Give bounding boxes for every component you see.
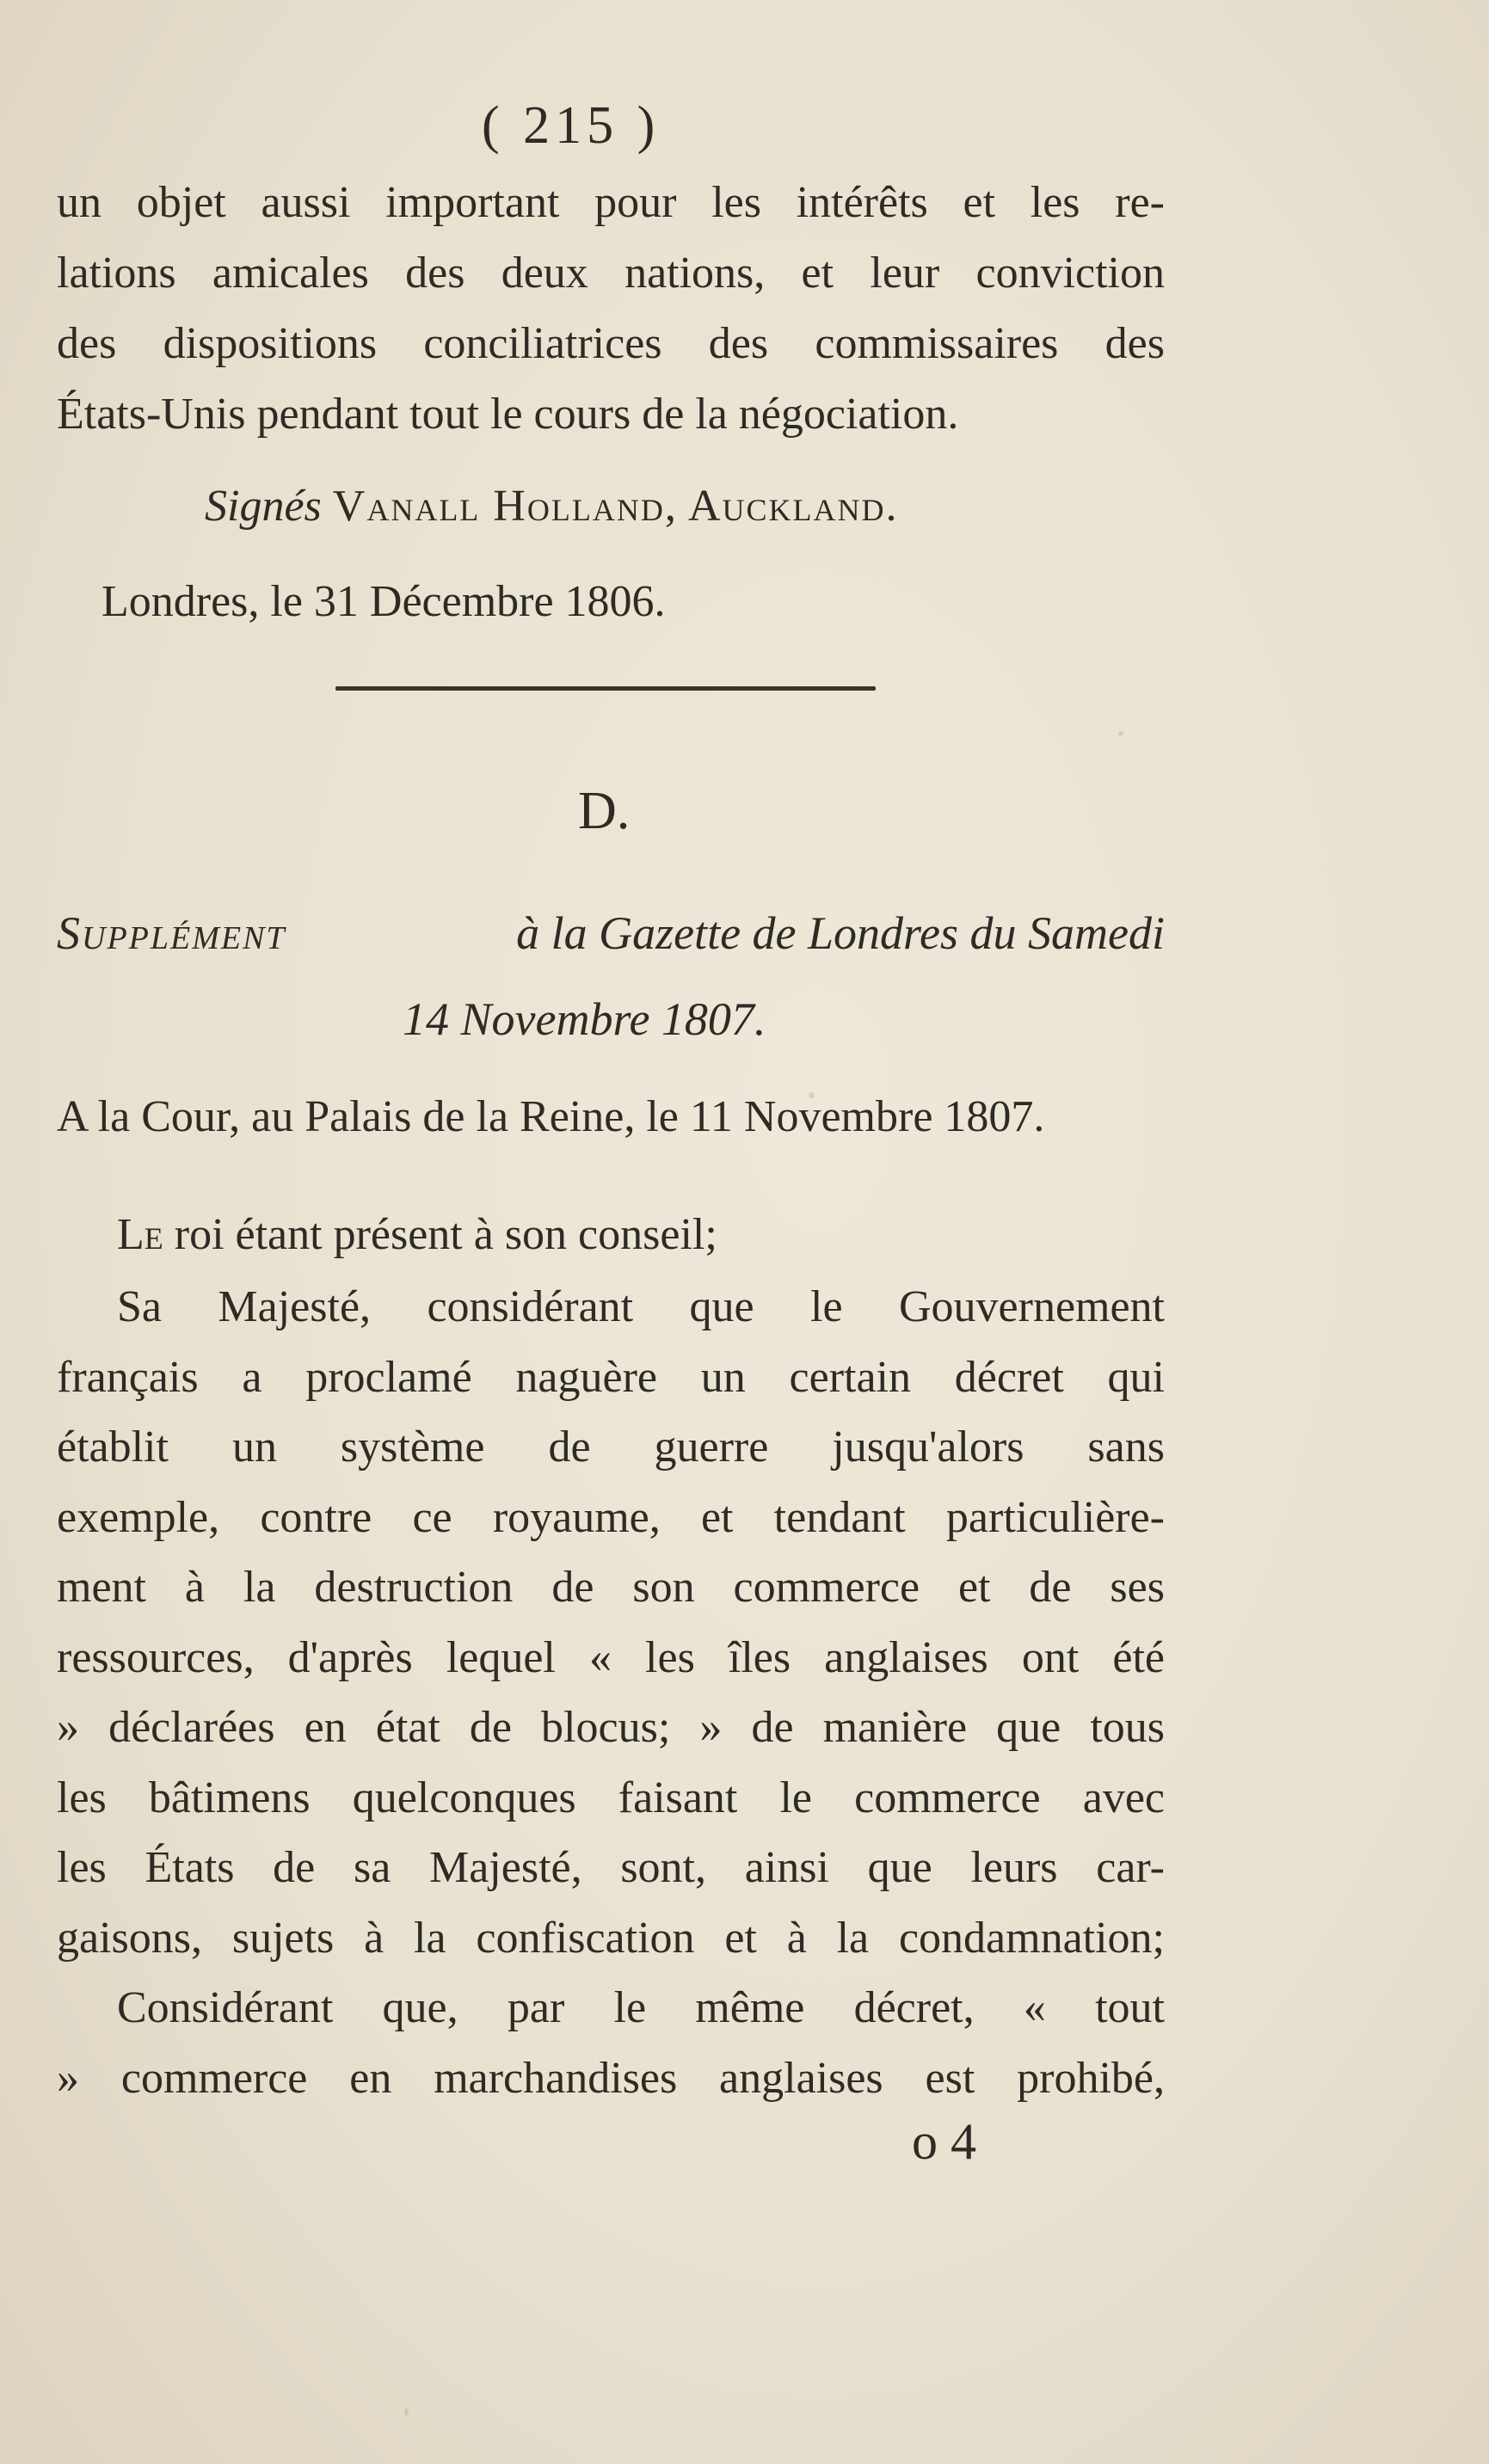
- supplement-date: 14 Novembre 1807.: [403, 993, 766, 1045]
- section-letter: D.: [578, 782, 631, 840]
- page-number: ( 215 ): [482, 96, 661, 155]
- catchword: o 4: [912, 2113, 976, 2170]
- foxing-spot: [404, 2408, 409, 2416]
- supplement-heading: [57, 907, 1165, 959]
- text-line: Considérant que, par le même décret, « tout: [117, 1983, 1165, 2032]
- text-line: Sa Majesté, considérant que le Gouvernement: [117, 1282, 1165, 1331]
- text-line: ment à la destruction de son commerce et de ses: [57, 1563, 1165, 1612]
- signature-line: [205, 484, 899, 529]
- text-line: gaisons, sujets à la confiscation et à la condamnation;: [57, 1914, 1165, 1963]
- first-paragraph: [117, 1210, 717, 1259]
- text-line: ressources, d'après lequel « les îles anglaises ont été: [57, 1633, 1165, 1682]
- text-line: États-Unis pendant tout le cours de la négociation.: [57, 390, 959, 439]
- text-line: établit un système de guerre jusqu'alors sans: [57, 1422, 1165, 1472]
- supplement-lead: Supplément: [57, 907, 286, 959]
- date-line: Londres, le 31 Décembre 1806.: [102, 577, 666, 626]
- text-line: des dispositions conciliatrices des commissaires des: [57, 319, 1165, 368]
- foxing-spot: [1118, 731, 1123, 736]
- text-line: les bâtimens quelconques faisant le commerce avec: [57, 1773, 1165, 1822]
- court-line: A la Cour, au Palais de la Reine, le 11 Novembre 1807.: [57, 1092, 1045, 1141]
- supplement-rest: à la Gazette de Londres du Samedi: [516, 907, 1165, 959]
- text-line: » déclarées en état de blocus; » de manière que tous: [57, 1703, 1165, 1752]
- text-line: lations amicales des deux nations, et leur conviction: [57, 249, 1165, 298]
- signatories: Vanall Holland, Auckland.: [332, 482, 899, 531]
- signes-label: Signés: [205, 482, 322, 531]
- para-lead: Le: [117, 1210, 163, 1259]
- text-line: un objet aussi important pour les intérêts et les re-: [57, 178, 1165, 227]
- para-rest: roi étant présent à son conseil;: [163, 1210, 717, 1259]
- text-line: français a proclamé naguère un certain décret qui: [57, 1353, 1165, 1402]
- section-rule: [335, 686, 876, 691]
- text-line: exemple, contre ce royaume, et tendant particulière-: [57, 1493, 1165, 1542]
- text-line: » commerce en marchandises anglaises est prohibé,: [57, 2054, 1165, 2103]
- text-line: les États de sa Majesté, sont, ainsi que leurs car-: [57, 1843, 1165, 1892]
